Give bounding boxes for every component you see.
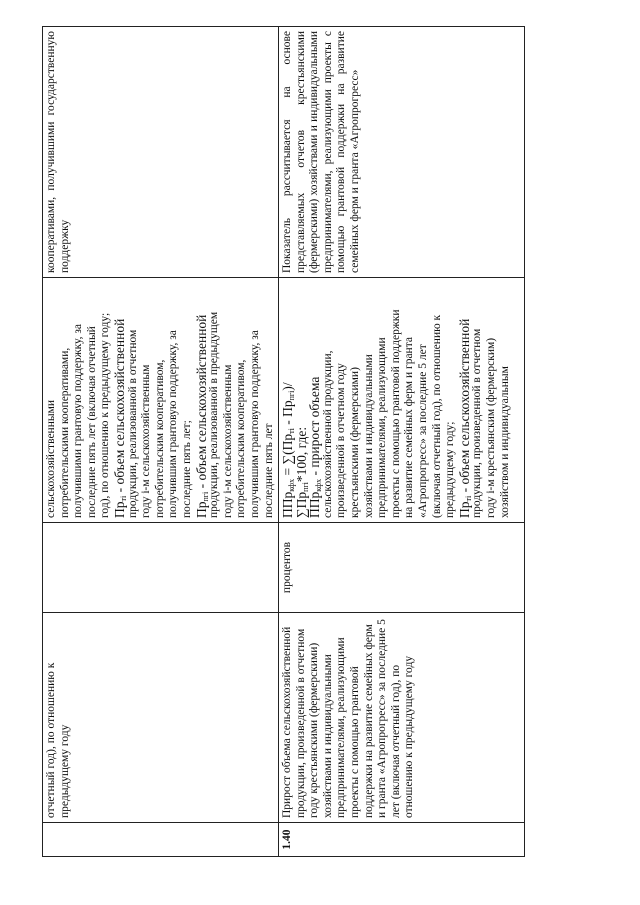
formula-line: год), по отношению к предыдущему году;: [99, 312, 112, 518]
formula-cell: [279, 278, 525, 523]
formula-line: последние пять лет: [262, 423, 275, 518]
subscript: кфх: [314, 478, 324, 492]
subscript: тi: [118, 495, 128, 502]
note-cell: Показатель рассчитывается на основе представляемых отчетов крестьянскими (фермерскими) хозяйствами и индивидуальными предпринимателями, реализующими проекты с помощью грантовой поддержки на развитие семейных ферм и гранта «Агропрогресс»: [279, 27, 525, 278]
formula-line: продукции, реализованной в отчетном: [126, 329, 139, 518]
formula-line: последние пять лет;: [180, 420, 193, 518]
formula-line: продукции, реализованной в предыдущем: [208, 311, 221, 518]
formula-line: получившим грантовую поддержку, за: [248, 330, 261, 518]
formula-line: году i-м сельскохозяйственным: [140, 364, 153, 518]
formula-line: «Агропрогресс» за последние 5 лет: [417, 344, 430, 518]
indicator-name-cell: отчетный год), по отношению к предыдущему году: [43, 613, 279, 823]
formula-line: потребительскими кооперативами,: [58, 347, 71, 518]
formula-line: проекты с помощью грантовой поддержки: [389, 309, 402, 518]
formula-line: на развитие семейных ферм и гранта: [403, 337, 416, 518]
formula-line: году i-м крестьянским (фермерским): [485, 337, 497, 518]
formula-line: продукции, произведенной в отчетном: [471, 328, 484, 518]
formula-line: произведенной в отчетном году: [335, 363, 348, 518]
formula-line: крестьянскими (фермерскими): [349, 367, 362, 518]
formula-cell: [43, 278, 279, 523]
formula-line: последние пять лет (включая отчетный: [85, 326, 98, 518]
formula-line: ППр$_{кфх}$ - прирост объема: [307, 376, 324, 518]
formula-line: потребительским кооперативом,: [235, 359, 248, 518]
formula-line: предпринимателями, реализующими: [376, 337, 389, 518]
formula-line: $Пр_{тi}$ - объем сельскохозяйственной: [456, 318, 473, 518]
formula-line: (включая отчетный год), по отношению к: [430, 314, 443, 518]
row-number-cell: [43, 823, 279, 857]
subscript: тi: [463, 495, 473, 502]
formula-line: $Пр_{пгi}$ - объем сельскохозяйственной: [193, 314, 210, 518]
row-number-cell: 1.40: [279, 823, 525, 857]
formula-expression: $ППр_{кфх} = \sum(Пр_{тi} - Пр_{пгi})/$: [280, 382, 297, 518]
subscript: пгi: [200, 491, 210, 502]
note-cell: кооперативами, получившими государственную поддержку: [43, 27, 279, 278]
formula-line: получившим грантовую поддержку, за: [167, 330, 180, 518]
unit-cell: процентов: [279, 523, 525, 613]
formula-line: получившими грантовую поддержку, за: [72, 323, 85, 518]
table-row-continued: [43, 27, 279, 857]
formula-line: хозяйствами и индивидуальными: [362, 354, 375, 518]
table-row-1-40: [279, 27, 525, 857]
formula-expression-continued: $\sum Пр_{пгi}*100$, где:: [293, 426, 310, 518]
formula-line: хозяйством и индивидуальным: [498, 366, 511, 518]
formula-line: году i-м сельскохозяйственным: [221, 364, 234, 518]
formula-line: потребительским кооперативом,: [153, 359, 166, 518]
formula-line: предыдущему году;: [444, 421, 457, 518]
formula-line: сельскохозяйственной продукции,: [321, 350, 334, 518]
formula-line: $Пр_{тi}$ - объем сельскохозяйственной: [111, 318, 128, 518]
indicators-table: [42, 26, 525, 857]
indicator-name-cell: Прирост объема сельскохозяйственной продукции, произведенной в отчетном году крестьянскими (фермерскими) хозяйствами и индивидуальными предпринимателями, реализующими проекты с помощью грантовой поддержки на развитие семейных ферм и гранта «Агропрогресс» за последние 5 лет (включая отчетный год), по отношению к предыдущему году: [279, 613, 525, 823]
unit-cell: [43, 523, 279, 613]
formula-line: сельскохозяйственными: [45, 399, 57, 518]
